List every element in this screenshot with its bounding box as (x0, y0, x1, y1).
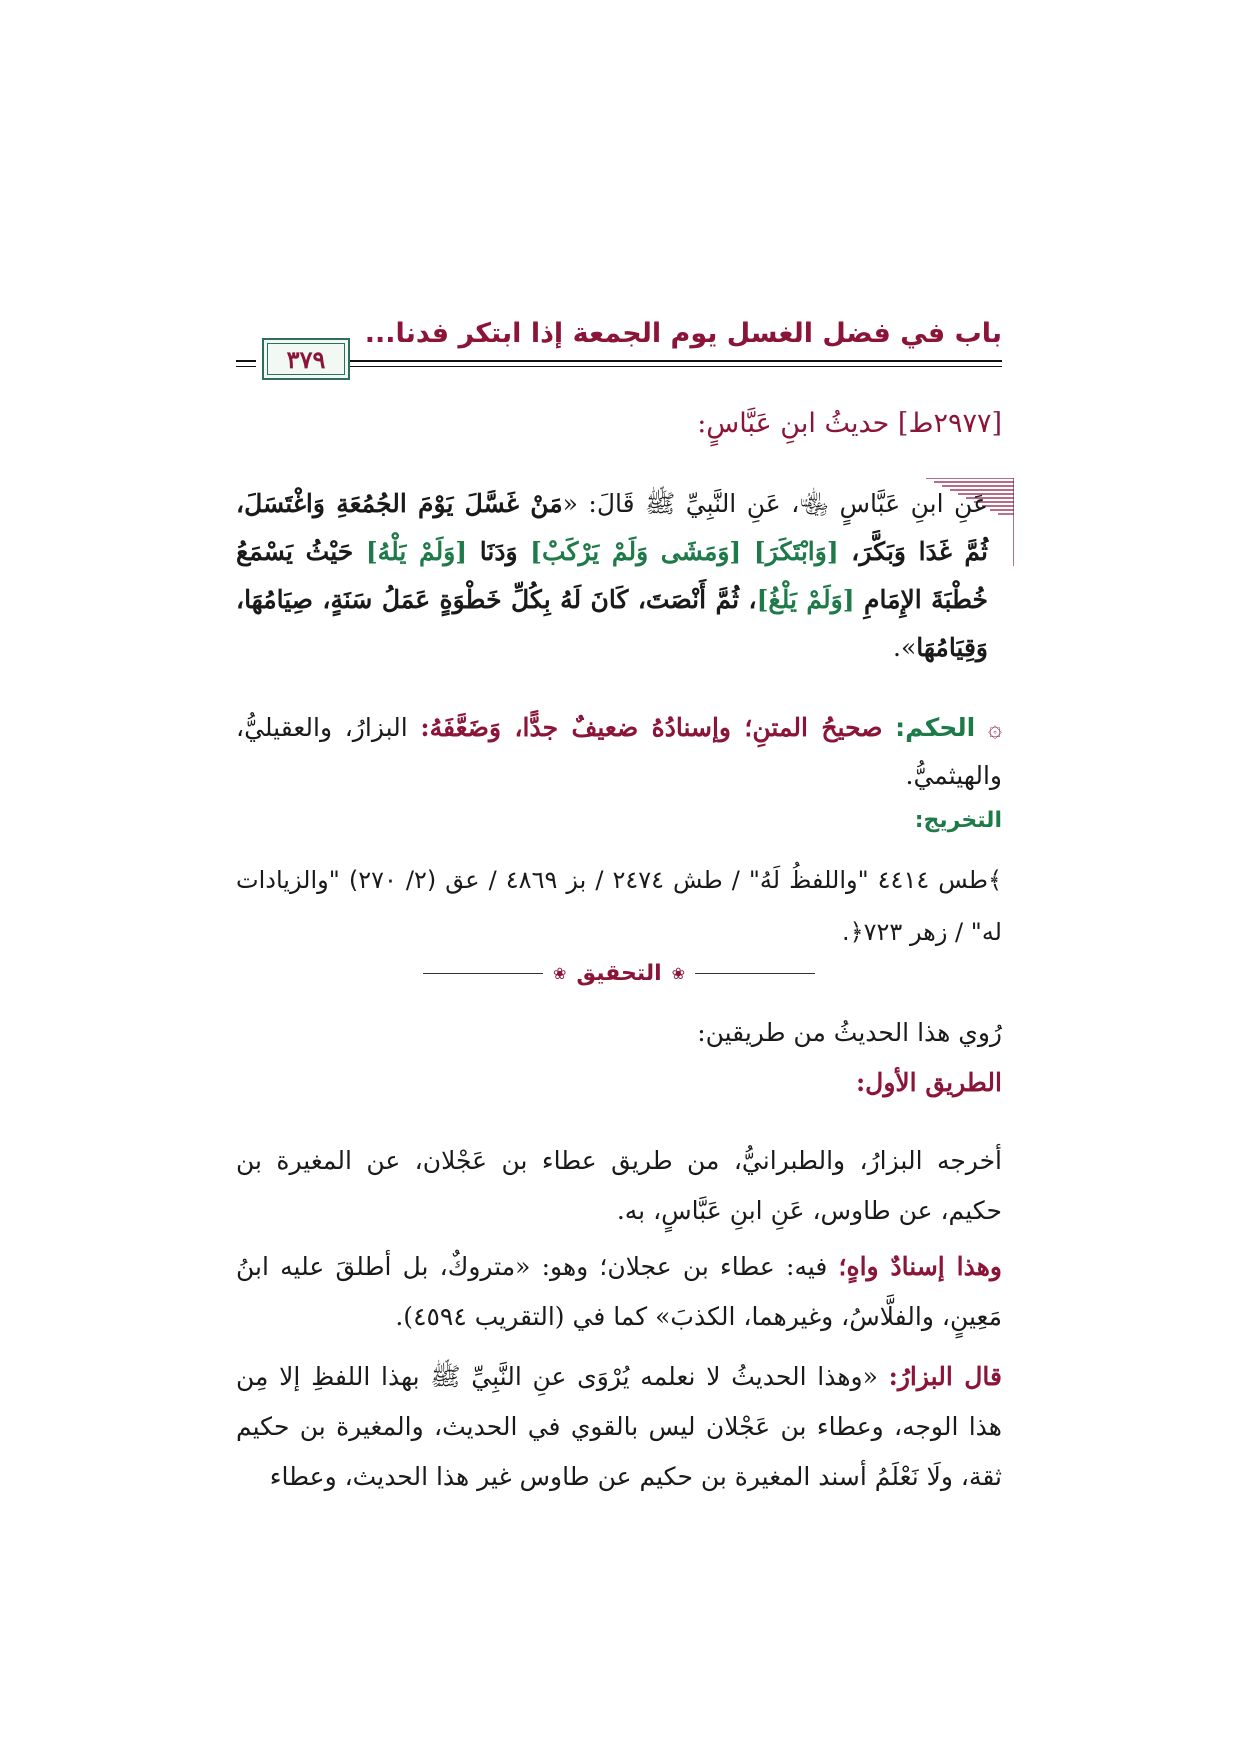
bazzar-quote (236, 1352, 1002, 1502)
page-number-badge (262, 338, 350, 380)
divider-ornament-icon: ❀ (671, 963, 686, 983)
bazzar-rest: «وهذا الحديثُ لا نعلمه يُرْوَى عنِ النَّبِيِّ ﷺ بهذا اللفظِ إلا مِن هذا الوجه، وعطاء بن عَجْلان ليس بالقوي في الحديث، والمغيرة بن حكيم ثقة، ولَا نَعْلَمُ أسند المغيرة بن حكيم عن طاوس غير هذا الحديث، وعطاء (236, 1362, 1002, 1491)
ruling (236, 704, 1002, 800)
hadith-matn-4: ، ثُمَّ أَنْصَتَ، كَانَ لَهُ بِكُلِّ خَطْوَةٍ عَمَلُ سَنَةٍ، صِيَامُهَا، وَقِيَامُهَا (236, 585, 988, 662)
hadith-text (236, 480, 988, 672)
hadith-addition-2: [وَلَمْ يَلْهُ] (365, 537, 468, 566)
page-number: ٣٧٩ (286, 344, 326, 374)
routes-intro: رُوي هذا الحديثُ من طريقين: (697, 1018, 1002, 1047)
isnad-assessment (236, 1242, 1002, 1342)
hadith-heading: [٢٩٧٧ط] حديثُ ابنِ عَبَّاسٍ: (697, 408, 1002, 439)
hadith-intro: عَنِ ابنِ عَبَّاسٍ ﵄، عَنِ النَّبِيِّ ﷺ قَالَ: « (562, 489, 988, 518)
takhrij-label: التخريج: (914, 808, 1002, 833)
divider-ornament-icon: ❀ (552, 963, 567, 983)
hadith-addition-3: [وَلَمْ يَلْغُ] (756, 585, 855, 614)
takhrij-text: ﴾طس ٤٤١٤ "واللفظُ لَهُ" / طش ٢٤٧٤ / بز ٤٨٦٩ / عق (٢/ ٢٧٠) "والزيادات له" / زهر ٧٢٣﴿. (236, 866, 1003, 946)
hadith-matn-2: وَدَنَا (467, 537, 531, 566)
header-rule-left (236, 360, 256, 367)
hadith-matn-3: حَيْثُ يَسْمَعُ خُطْبَةَ الإِمَامِ (236, 537, 989, 614)
bazzar-lead: قال البزارُ: (888, 1362, 1002, 1391)
hadith-block (236, 480, 988, 672)
hadith-matn-1: مَنْ غَسَّلَ يَوْمَ الجُمُعَةِ وَاغْتَسَلَ، ثُمَّ غَدَا وَبَكَّرَ، (236, 489, 988, 566)
section-title: التحقيق (576, 960, 662, 986)
divider-line-left (423, 973, 543, 974)
header-rule (350, 360, 1002, 367)
ruling-rest: البزارُ، والعقيليُّ، والهيثميُّ. (236, 713, 1002, 790)
divider-line-right (695, 973, 815, 974)
isnad-lead: وهذا إسنادٌ واهٍ؛ (838, 1252, 1003, 1281)
section-divider (236, 956, 1002, 990)
chapter-title: باب في فضل الغسل يوم الجمعة إذا ابتكر فدنا... (364, 318, 1002, 349)
route1-text: أخرجه البزارُ، والطبرانيُّ، من طريق عطاء بن عَجْلان، عن المغيرة بن حكيم، عن طاوس، عَنِ ابنِ عَبَّاسٍ، به. (236, 1146, 1002, 1225)
page-header (236, 318, 1002, 388)
isnad-rest: فيه: عطاء بن عجلان؛ وهو: «متروكٌ، بل أطلقَ عليه ابنُ مَعِينٍ، والفلَّاسُ، وغيرهما، الكذبَ» كما في (التقريب ٤٥٩٤). (236, 1252, 1002, 1331)
route1-heading: الطريق الأول: (855, 1068, 1002, 1097)
flower-icon: ۞ (987, 714, 1003, 742)
ruling-verdict: صحيحُ المتنِ؛ وإسنادُهُ ضعيفٌ جدًّا، وَضَعَّفَهُ: (420, 713, 883, 742)
hadith-end: ». (893, 633, 917, 662)
ruling-label: الحكم: (895, 713, 976, 742)
hadith-addition-1: [وَابْتَكَرَ] [وَمَشَى وَلَمْ يَرْكَبْ] (530, 537, 839, 566)
book-page (236, 300, 1002, 1700)
